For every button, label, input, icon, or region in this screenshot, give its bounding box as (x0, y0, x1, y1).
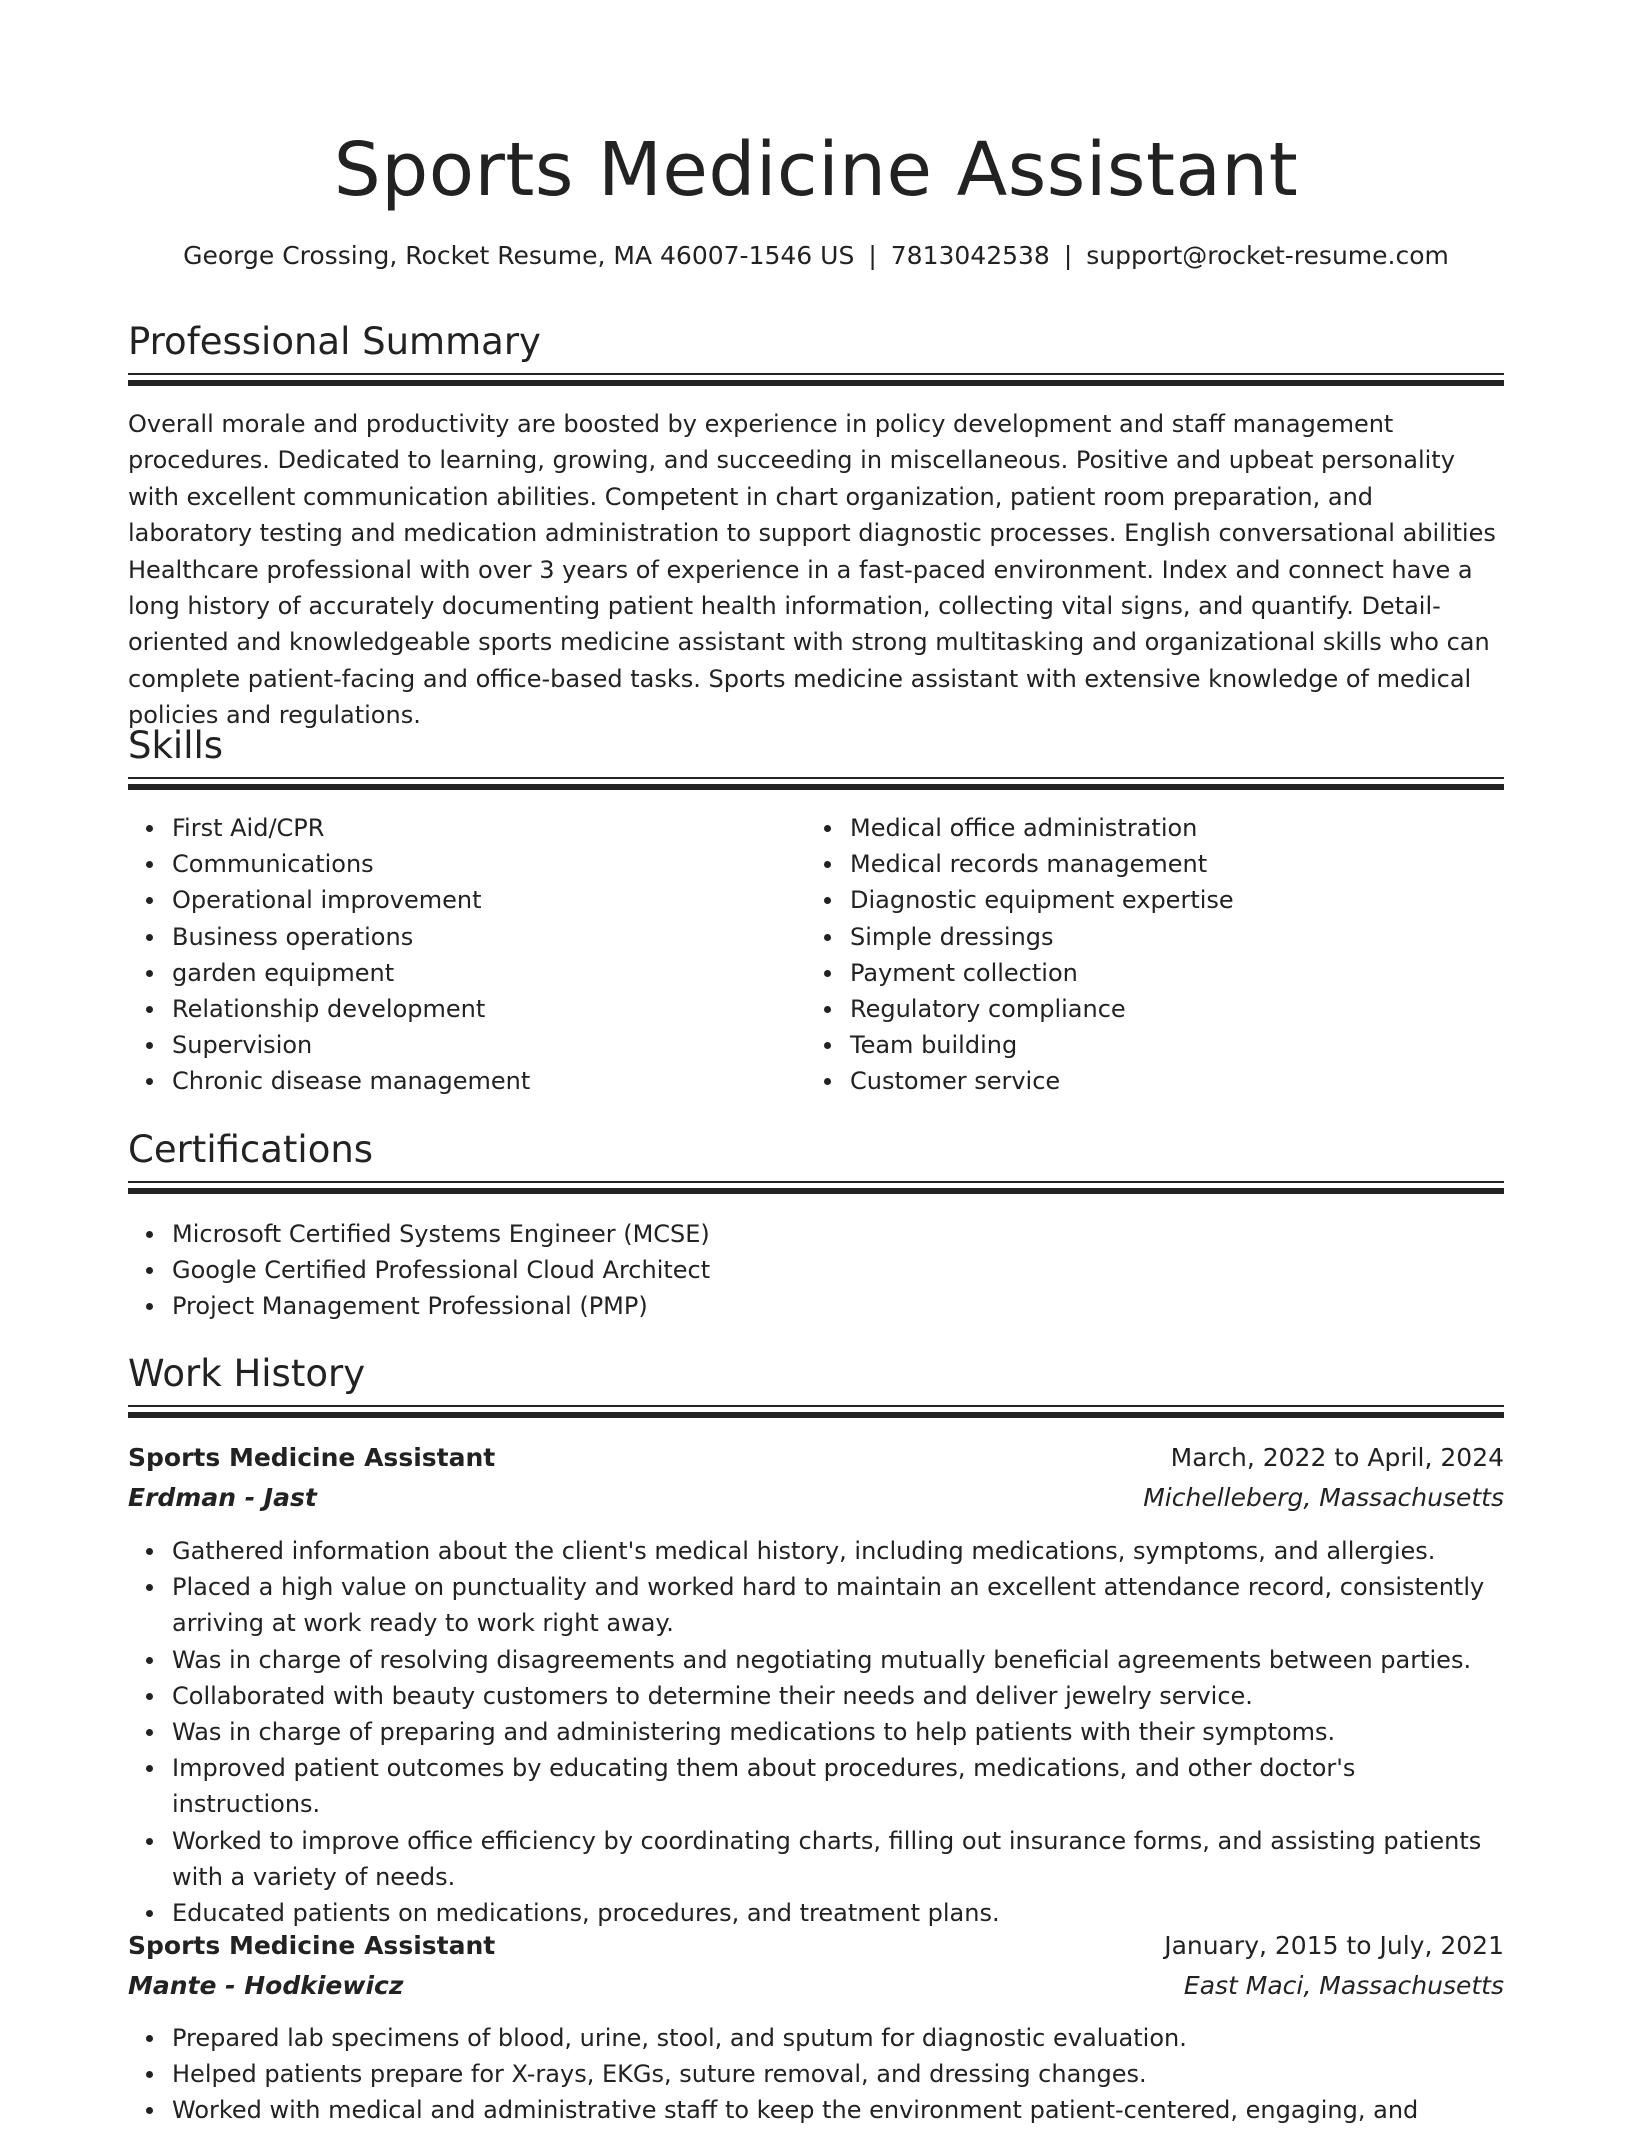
skills-divider (128, 777, 1504, 790)
task-item: Worked with medical and administrative staff to keep the environment patient-centered, engaging, and (172, 2092, 1504, 2128)
skill-item: Business operations (172, 919, 802, 955)
skill-item: Medical records management (850, 846, 1504, 882)
work-history-divider (128, 1405, 1504, 1418)
skill-item: Operational improvement (172, 882, 802, 918)
summary-heading: Professional Summary (128, 320, 541, 363)
task-item: Improved patient outcomes by educating them about procedures, medications, and other doctor's instructions. (172, 1750, 1504, 1822)
skills-list-left (128, 810, 802, 1100)
skill-item: Regulatory compliance (850, 991, 1504, 1027)
job-dates: March, 2022 to April, 2024 (1170, 1443, 1504, 1472)
job-location: East Maci, Massachusetts (1183, 1971, 1504, 2000)
task-item: Gathered information about the client's medical history, including medications, symptoms, and allergies. (172, 1533, 1504, 1569)
skill-item: Chronic disease management (172, 1063, 802, 1099)
certification-item: Microsoft Certified Systems Engineer (MCSE) (172, 1216, 1504, 1252)
certifications-heading: Certifications (128, 1128, 374, 1171)
job-location: Michelleberg, Massachusetts (1143, 1483, 1504, 1512)
job-dates: January, 2015 to July, 2021 (1164, 1931, 1504, 1960)
skill-item: Medical office administration (850, 810, 1504, 846)
task-item: Was in charge of preparing and administering medications to help patients with their symptoms. (172, 1714, 1504, 1750)
skill-item: Relationship development (172, 991, 802, 1027)
task-item: Was in charge of resolving disagreements and negotiating mutually beneficial agreements between parties. (172, 1642, 1504, 1678)
skill-item: Supervision (172, 1027, 802, 1063)
task-item: Prepared lab specimens of blood, urine, stool, and sputum for diagnostic evaluation. (172, 2020, 1504, 2056)
skill-item: Diagnostic equipment expertise (850, 882, 1504, 918)
task-item: Placed a high value on punctuality and worked hard to maintain an excellent attendance record, consistently arriving at work ready to work right away. (172, 1569, 1504, 1641)
skill-item: Customer service (850, 1063, 1504, 1099)
contact-address: George Crossing, Rocket Resume, MA 46007-1546 US (183, 241, 855, 270)
skill-item: Simple dressings (850, 919, 1504, 955)
job-title: Sports Medicine Assistant (128, 1443, 496, 1472)
task-item: Collaborated with beauty customers to determine their needs and deliver jewelry service. (172, 1678, 1504, 1714)
skill-item: First Aid/CPR (172, 810, 802, 846)
skill-item: Payment collection (850, 955, 1504, 991)
job-tasks (128, 2020, 1504, 2129)
certifications-divider (128, 1181, 1504, 1194)
contact-separator: | (868, 241, 877, 270)
skill-item: Team building (850, 1027, 1504, 1063)
contact-phone: 7813042538 (890, 241, 1050, 270)
contact-line (128, 238, 1504, 274)
task-item: Worked to improve office efficiency by coordinating charts, filling out insurance forms, and assisting patients with a variety of needs. (172, 1823, 1504, 1895)
certifications-list (128, 1216, 1504, 1325)
job-company: Mante - Hodkiewicz (128, 1971, 404, 2000)
work-history-heading: Work History (128, 1352, 366, 1395)
job-title: Sports Medicine Assistant (128, 1931, 496, 1960)
skill-item: Communications (172, 846, 802, 882)
skills-list-right (806, 810, 1504, 1100)
job-tasks (128, 1533, 1504, 1931)
certification-item: Project Management Professional (PMP) (172, 1288, 1504, 1324)
task-item: Helped patients prepare for X-rays, EKGs, suture removal, and dressing changes. (172, 2056, 1504, 2092)
skills-heading: Skills (128, 724, 224, 767)
task-item: Educated patients on medications, procedures, and treatment plans. (172, 1895, 1504, 1931)
summary-text: Overall morale and productivity are boosted by experience in policy development and staff management procedures. Dedicated to learning, growing, and succeeding in miscellaneous. Positive and upbeat personality with excellent communication abilities. Competent in chart organization, patient room preparation, and laboratory testing and medication administration to support diagnostic processes. English conversational abilities Healthcare professional with over 3 years of experience in a fast-paced environment. Index and connect have a long history of accurately documenting patient health information, collecting vital signs, and quantify. Detail-oriented and knowledgeable sports medicine assistant with strong multitasking and organizational skills who can complete patient-facing and office-based tasks. Sports medicine assistant with extensive knowledge of medical policies and regulations. (128, 410, 1496, 730)
resume-title: Sports Medicine Assistant (333, 127, 1299, 213)
contact-email: support@rocket-resume.com (1086, 241, 1449, 270)
skill-item: garden equipment (172, 955, 802, 991)
summary-divider (128, 373, 1504, 386)
job-company: Erdman - Jast (128, 1483, 317, 1512)
certification-item: Google Certified Professional Cloud Architect (172, 1252, 1504, 1288)
contact-separator: | (1063, 241, 1073, 270)
